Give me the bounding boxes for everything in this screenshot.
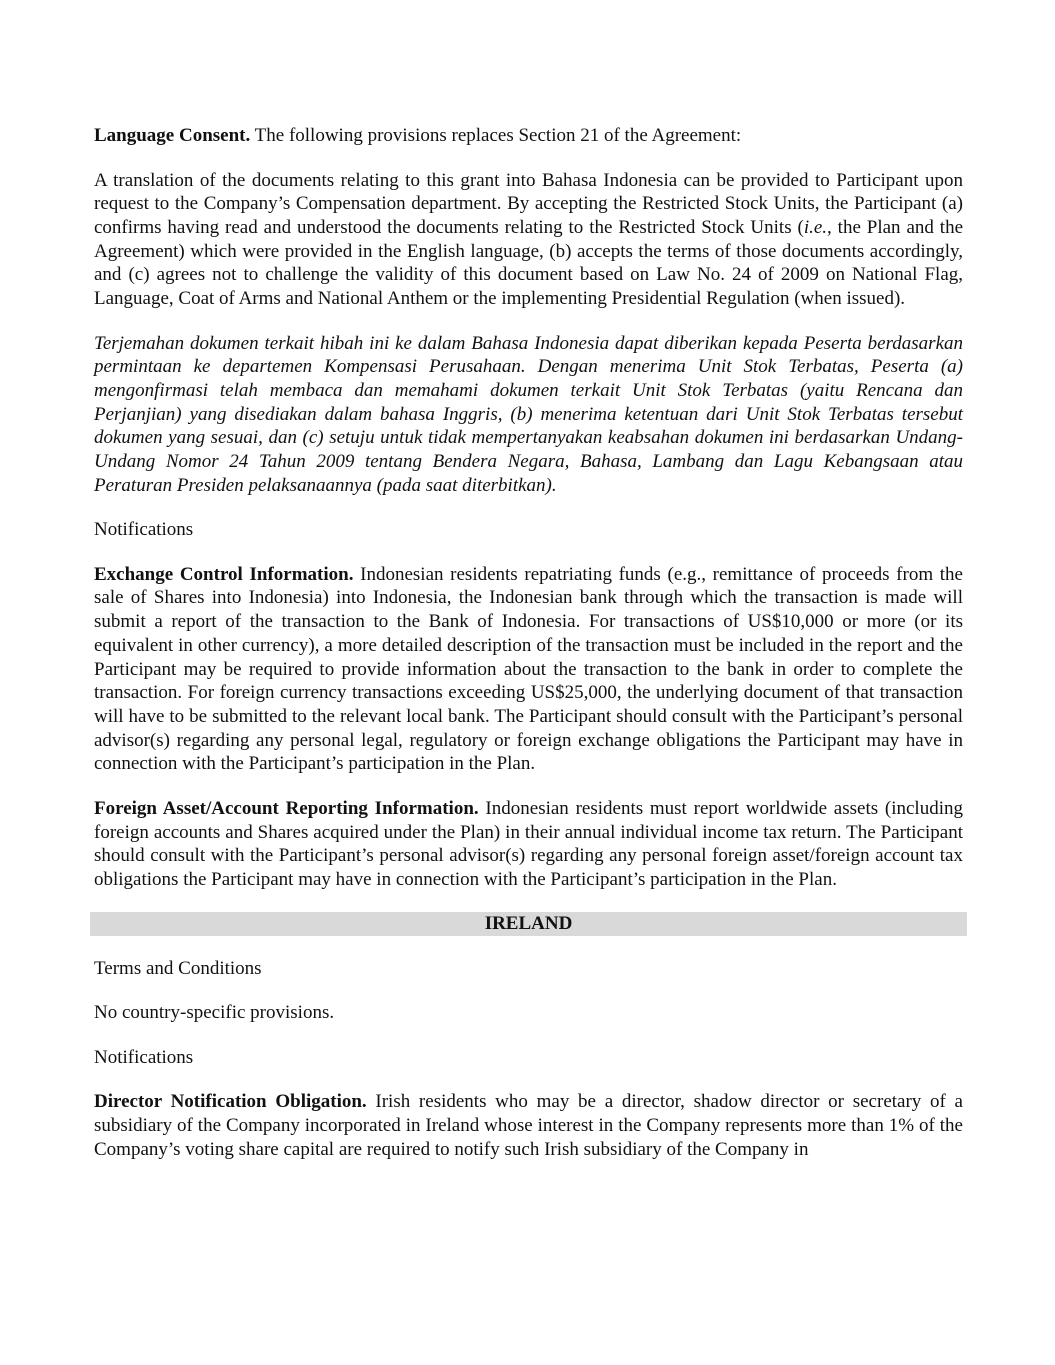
english-text-part2: , the Plan and the Agreement) which were provided in the English language, (b) accepts the terms of those documents accordingly, and (c) agrees not to challenge the validity of this document based on Law No. 24 of 2009 on National Flag, Language, Coat of Arms and National Anthem or the implementing Presidential Regulation (when issued). xyxy=(94,216,963,310)
foreign-asset-paragraph xyxy=(94,797,963,892)
indonesia-notifications-label: Notifications xyxy=(94,519,194,541)
language-consent-paragraph xyxy=(94,124,963,148)
english-text-ie: i.e. xyxy=(803,216,828,238)
language-consent-bahasa-paragraph: Terjemahan dokumen terkait hibah ini ke dalam Bahasa Indonesia dapat diberikan kepada Peserta berdasarkan permintaan ke departemen Kompensasi Perusahaan. Dengan menerima Unit Stok Terbatas, Peserta (a) mengonfirmasi telah membaca dan memahami dokumen terkait Unit Stok Terbatas (yaitu Rencana dan Perjanjian) yang disediakan dalam bahasa Inggris, (b) menerima ketentuan dari Unit Stok Terbatas tersebut dokumen yang sesuai, dan (c) setuju untuk tidak mempertanyakan keabsahan dokumen ini berdasarkan Undang-Undang Nomor 24 Tahun 2009 tentang Bendera Negara, Bahasa, Lambang dan Lagu Kebangsaan atau Peraturan Presiden pelaksanaannya (pada saat diterbitkan). xyxy=(94,332,963,496)
english-text-part1: A translation of the documents relating to this grant into Bahasa Indonesia can be provided to Participant upon request to the Company’s Compensation department. By accepting the Restricted Stock Units, the Participant (a) confirms having read and understood the documents relating to the Restricted Stock Units ( xyxy=(94,169,963,238)
exchange-control-body: Indonesian residents repatriating funds (e.g., remittance of proceeds from the sale of Shares into Indonesia) into Indonesia, the Indonesian bank through which the transaction is made will submit a report of the transaction to the Bank of Indonesia. For transactions of US$10,000 or more (or its equivalent in other currency), a more detailed description of the transaction must be included in the report and the Participant may be required to provide information about the transaction to the bank in order to complete the transaction. For foreign currency transactions exceeding US$25,000, the underlying document of that transaction will have to be submitted to the relevant local bank. The Participant should consult with the Participant’s personal advisor(s) regarding any personal legal, regulatory or foreign exchange obligations the Participant may have in connection with the Participant’s participation in the Plan. xyxy=(94,563,963,775)
exchange-control-heading: Exchange Control Information. xyxy=(94,563,354,585)
ireland-no-provisions: No country-specific provisions. xyxy=(94,1002,335,1024)
language-consent-intro: The following provisions replaces Section 21 of the Agreement: xyxy=(250,125,742,146)
language-consent-english-paragraph xyxy=(94,169,963,311)
foreign-asset-body: Indonesian residents must report worldwide assets (including foreign accounts and Shares acquired under the Plan) in their annual individual income tax return. The Participant should consult with the Participant’s personal advisor(s) regarding any personal foreign asset/foreign account tax obligations the Participant may have in connection with the Participant’s participation in the Plan. xyxy=(94,797,963,890)
ireland-section-heading: IRELAND xyxy=(90,912,967,936)
ireland-notifications-label: Notifications xyxy=(94,1046,194,1068)
ireland-terms-label: Terms and Conditions xyxy=(94,957,262,979)
foreign-asset-heading: Foreign Asset/Account Reporting Information. xyxy=(94,797,479,819)
director-notification-heading: Director Notification Obligation. xyxy=(94,1091,367,1113)
document-page xyxy=(94,124,963,1182)
director-notification-body: Irish residents who may be a director, shadow director or secretary of a subsidiary of the Company incorporated in Ireland whose interest in the Company represents more than 1% of the Company’s voting share capital are required to notify such Irish subsidiary of the Company in xyxy=(94,1091,963,1160)
director-notification-paragraph xyxy=(94,1090,963,1161)
language-consent-heading: Language Consent. xyxy=(94,125,251,146)
exchange-control-paragraph xyxy=(94,563,963,776)
